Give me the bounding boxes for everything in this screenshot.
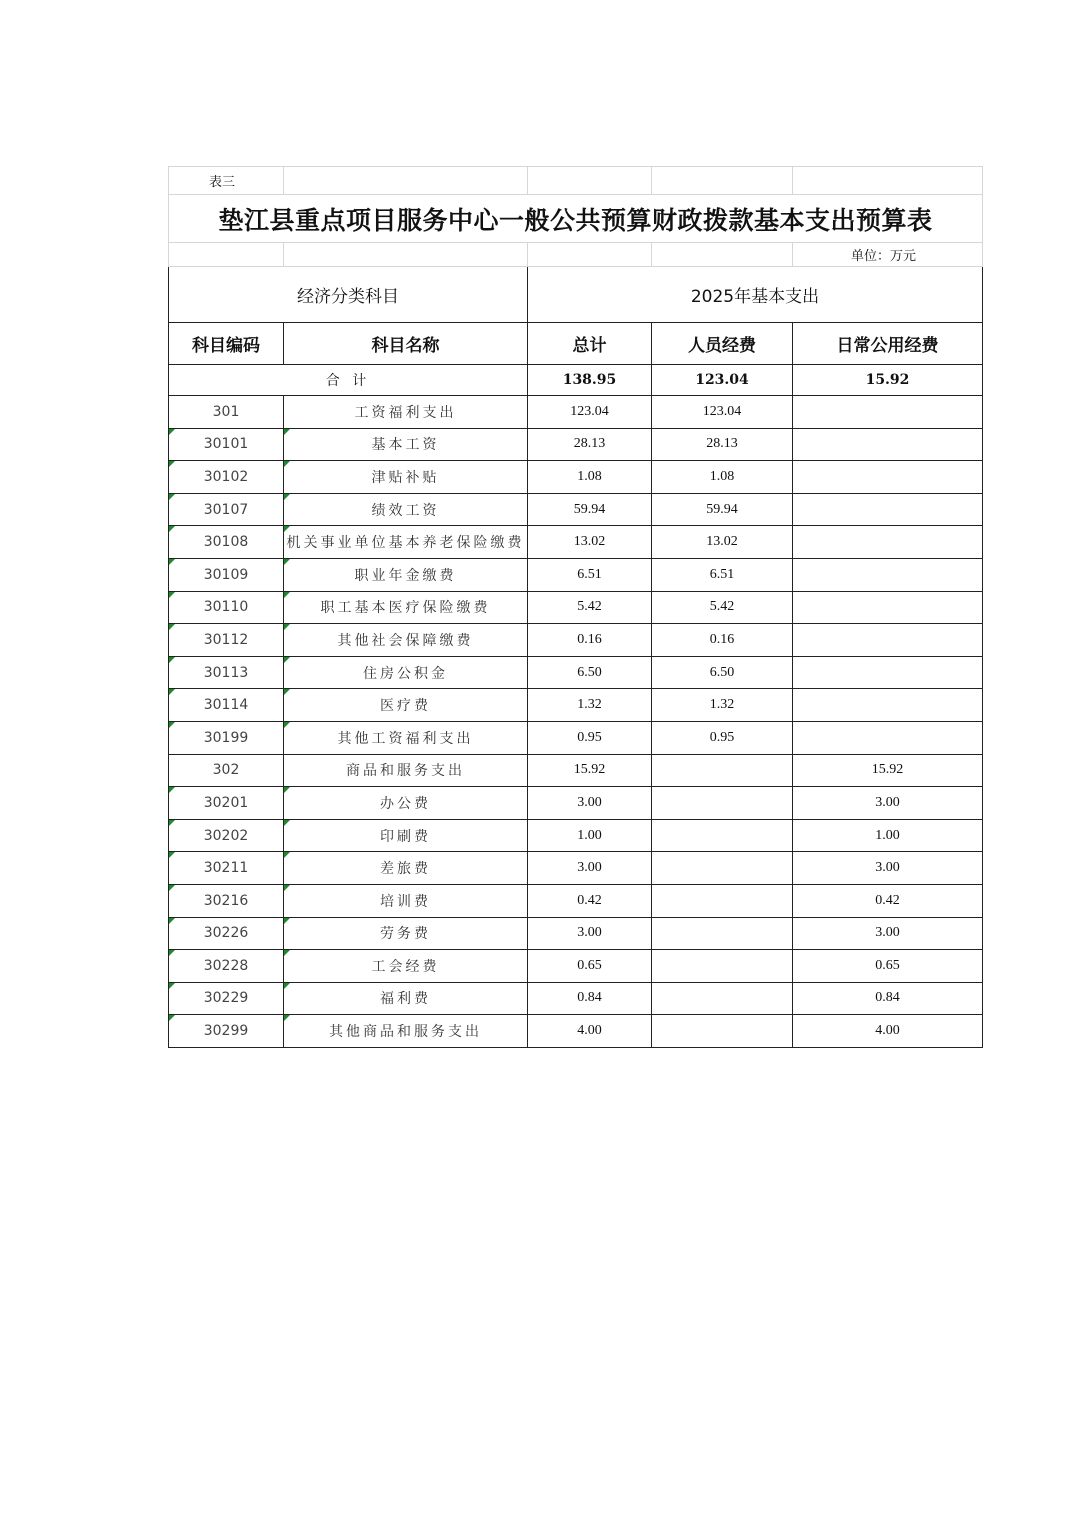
- table-row: [169, 819, 983, 852]
- row-name: 基本工资: [284, 428, 528, 461]
- row-public: [793, 526, 983, 559]
- table-row: [169, 526, 983, 559]
- total-row: [169, 365, 983, 396]
- row-public: [793, 624, 983, 657]
- row-code: 30211: [169, 852, 284, 885]
- row-code: 30109: [169, 558, 284, 591]
- table-row: [169, 493, 983, 526]
- row-total: 59.94: [528, 493, 652, 526]
- row-public: [793, 721, 983, 754]
- row-public: [793, 656, 983, 689]
- row-personnel: [652, 852, 793, 885]
- row-public: [793, 396, 983, 429]
- header-column-row: [169, 323, 983, 365]
- row-personnel: 5.42: [652, 591, 793, 624]
- row-name: 劳务费: [284, 917, 528, 950]
- row-personnel: 13.02: [652, 526, 793, 559]
- row-name: 印刷费: [284, 819, 528, 852]
- row-total: 0.84: [528, 982, 652, 1015]
- row-personnel: 0.95: [652, 721, 793, 754]
- row-total: 123.04: [528, 396, 652, 429]
- row-public: 15.92: [793, 754, 983, 787]
- row-total: 15.92: [528, 754, 652, 787]
- row-personnel: 28.13: [652, 428, 793, 461]
- row-name: 绩效工资: [284, 493, 528, 526]
- row-total: 0.95: [528, 721, 652, 754]
- table-row: [169, 461, 983, 494]
- row-total: 6.51: [528, 558, 652, 591]
- row-public: [793, 689, 983, 722]
- row-code: 30112: [169, 624, 284, 657]
- table-label: 表三: [169, 167, 284, 195]
- row-personnel: [652, 884, 793, 917]
- table-row: [169, 721, 983, 754]
- total-personnel: 123.04: [652, 365, 793, 396]
- row-name: 其他工资福利支出: [284, 721, 528, 754]
- row-personnel: [652, 982, 793, 1015]
- row-code: 30228: [169, 950, 284, 983]
- title-row: [169, 195, 983, 243]
- row-name: 津贴补贴: [284, 461, 528, 494]
- table-row: [169, 852, 983, 885]
- row-name: 培训费: [284, 884, 528, 917]
- page-title: 垫江县重点项目服务中心一般公共预算财政拨款基本支出预算表: [169, 195, 983, 243]
- row-personnel: 6.50: [652, 656, 793, 689]
- row-public: [793, 591, 983, 624]
- row-name: 职工基本医疗保险缴费: [284, 591, 528, 624]
- row-public: 1.00: [793, 819, 983, 852]
- row-total: 5.42: [528, 591, 652, 624]
- row-name: 医疗费: [284, 689, 528, 722]
- table-row: [169, 917, 983, 950]
- row-code: 30113: [169, 656, 284, 689]
- row-personnel: 1.32: [652, 689, 793, 722]
- row-public: [793, 558, 983, 591]
- total-total: 138.95: [528, 365, 652, 396]
- row-code: 30201: [169, 787, 284, 820]
- row-name: 福利费: [284, 982, 528, 1015]
- row-public: 3.00: [793, 852, 983, 885]
- header-total: 总计: [528, 323, 652, 365]
- row-name: 商品和服务支出: [284, 754, 528, 787]
- unit-row: [169, 243, 983, 267]
- header-group-row: [169, 267, 983, 323]
- row-total: 1.00: [528, 819, 652, 852]
- row-total: 13.02: [528, 526, 652, 559]
- table-row: [169, 689, 983, 722]
- table-row: [169, 787, 983, 820]
- row-name: 工会经费: [284, 950, 528, 983]
- total-label: 合 计: [169, 365, 528, 396]
- row-personnel: 59.94: [652, 493, 793, 526]
- row-personnel: 0.16: [652, 624, 793, 657]
- table-row: [169, 950, 983, 983]
- row-personnel: [652, 1015, 793, 1048]
- caption-row: [169, 167, 983, 195]
- row-public: 3.00: [793, 917, 983, 950]
- table-row: [169, 396, 983, 429]
- row-code: 30110: [169, 591, 284, 624]
- row-personnel: [652, 819, 793, 852]
- row-total: 6.50: [528, 656, 652, 689]
- unit-label: 单位：万元: [793, 243, 983, 267]
- row-total: 0.16: [528, 624, 652, 657]
- row-code: 30299: [169, 1015, 284, 1048]
- row-code: 302: [169, 754, 284, 787]
- row-name: 其他商品和服务支出: [284, 1015, 528, 1048]
- row-name: 差旅费: [284, 852, 528, 885]
- table-row: [169, 982, 983, 1015]
- header-basic-expenditure: 2025年基本支出: [528, 267, 983, 323]
- header-code: 科目编码: [169, 323, 284, 365]
- row-public: [793, 493, 983, 526]
- table-row: [169, 1015, 983, 1048]
- row-total: 3.00: [528, 852, 652, 885]
- row-code: 30102: [169, 461, 284, 494]
- row-name: 职业年金缴费: [284, 558, 528, 591]
- row-total: 0.42: [528, 884, 652, 917]
- row-public: 0.65: [793, 950, 983, 983]
- row-public: 4.00: [793, 1015, 983, 1048]
- row-public: [793, 428, 983, 461]
- row-code: 30216: [169, 884, 284, 917]
- row-code: 30101: [169, 428, 284, 461]
- row-total: 0.65: [528, 950, 652, 983]
- header-personnel: 人员经费: [652, 323, 793, 365]
- row-public: 0.84: [793, 982, 983, 1015]
- row-name: 机关事业单位基本养老保险缴费: [284, 526, 528, 559]
- row-total: 3.00: [528, 917, 652, 950]
- budget-table: [168, 166, 983, 1048]
- header-economic-category: 经济分类科目: [169, 267, 528, 323]
- row-public: 0.42: [793, 884, 983, 917]
- row-public: 3.00: [793, 787, 983, 820]
- row-public: [793, 461, 983, 494]
- row-code: 30229: [169, 982, 284, 1015]
- row-total: 4.00: [528, 1015, 652, 1048]
- row-personnel: 123.04: [652, 396, 793, 429]
- table-row: [169, 656, 983, 689]
- row-name: 住房公积金: [284, 656, 528, 689]
- row-name: 工资福利支出: [284, 396, 528, 429]
- row-code: 30202: [169, 819, 284, 852]
- row-personnel: [652, 787, 793, 820]
- row-code: 30226: [169, 917, 284, 950]
- row-personnel: 6.51: [652, 558, 793, 591]
- row-total: 1.32: [528, 689, 652, 722]
- row-code: 30114: [169, 689, 284, 722]
- table-row: [169, 428, 983, 461]
- row-name: 其他社会保障缴费: [284, 624, 528, 657]
- table-row: [169, 624, 983, 657]
- table-row: [169, 754, 983, 787]
- row-code: 301: [169, 396, 284, 429]
- row-code: 30107: [169, 493, 284, 526]
- row-name: 办公费: [284, 787, 528, 820]
- header-name: 科目名称: [284, 323, 528, 365]
- table-row: [169, 591, 983, 624]
- row-code: 30199: [169, 721, 284, 754]
- budget-sheet: [168, 166, 982, 1048]
- row-total: 1.08: [528, 461, 652, 494]
- header-public: 日常公用经费: [793, 323, 983, 365]
- total-public: 15.92: [793, 365, 983, 396]
- row-personnel: 1.08: [652, 461, 793, 494]
- row-personnel: [652, 950, 793, 983]
- row-personnel: [652, 917, 793, 950]
- row-total: 3.00: [528, 787, 652, 820]
- table-row: [169, 558, 983, 591]
- row-personnel: [652, 754, 793, 787]
- row-total: 28.13: [528, 428, 652, 461]
- table-row: [169, 884, 983, 917]
- row-code: 30108: [169, 526, 284, 559]
